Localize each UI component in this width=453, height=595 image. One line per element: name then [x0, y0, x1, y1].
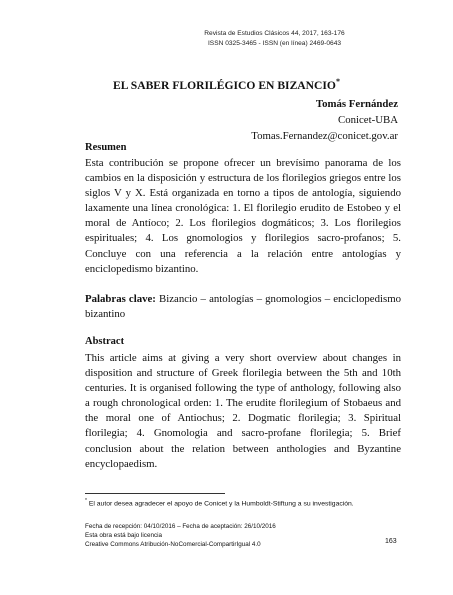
keywords-label: Palabras clave: — [85, 293, 156, 305]
article-title-text: EL SABER FLORILÉGICO EN BIZANCIO — [113, 78, 336, 92]
journal-citation: Revista de Estudios Clásicos 44, 2017, 163-176 — [204, 30, 345, 37]
footnote-divider — [85, 493, 225, 494]
reception-dates: Fecha de recepción: 04/10/2016 – Fecha de aceptación: 26/10/2016 — [85, 523, 276, 530]
footnote — [85, 497, 401, 508]
page-number: 163 — [385, 538, 397, 545]
footnote-text: El autor desea agradecer el apoyo de Conicet y la Humboldt-Stiftung a su investigación. — [88, 500, 354, 508]
abstract-heading: Abstract — [85, 336, 125, 347]
abstract-text: This article aims at giving a very short overview about changes in disposition and structure of Greek florilegia between the 5th and 10th centuries. It is organised following the type of anthology, following also a rough chronological orden: 1. The erudite florilegium of Stobaeus and the moral one of Antiochus; 2. Dogmatic florilegia; 3. Spiritual florilegia; 4. Gnomologia and sacro-profane florilegia; 5. Brief conclusion about the relation between anthologies and Byzantine encyclopaedism. — [85, 352, 401, 470]
running-header — [0, 29, 453, 49]
author-affiliation: Conicet-UBA — [338, 114, 398, 126]
author-block — [251, 96, 398, 144]
resumen-text: Esta contribución se propone ofrecer un brevísimo panorama de los cambios en la disposición y estructura de los florilegios griegos entre los siglos V y X. Está organizada en torno a tipos de antología, siguiendo laxamente una línea cronológica: 1. El florilegio erudito de Estobeo y el moral de Antíoco; 2. Los florilegios dogmáticos; 3. Los florilegios espirituales; 4. Los gnomologios y florilegios sacro-profanos; 5. Concluye con una referencia a la relación entre antologías y enciclopedismo bizantino. — [85, 157, 401, 275]
article-title — [0, 77, 453, 92]
license-line-2[interactable]: Creative Commons Atribución-NoComercial-CompartirIgual 4.0 — [85, 540, 261, 548]
issn-line: ISSN 0325-3465 - ISSN (en línea) 2469-0643 — [207, 40, 342, 47]
license-line-1: Esta obra está bajo licencia — [85, 531, 163, 539]
title-footnote-mark[interactable]: * — [335, 77, 340, 86]
footnote-mark: * — [85, 498, 87, 504]
keywords — [85, 292, 401, 322]
publication-meta — [85, 523, 401, 549]
resumen-heading: Resumen — [85, 142, 127, 153]
author-email[interactable]: Tomas.Fernandez@conicet.gov.ar — [251, 130, 398, 142]
keywords-text: Bizancio – antologías – gnomologios – enciclopedismo bizantino — [85, 293, 401, 321]
author-name: Tomás Fernández — [315, 98, 398, 110]
